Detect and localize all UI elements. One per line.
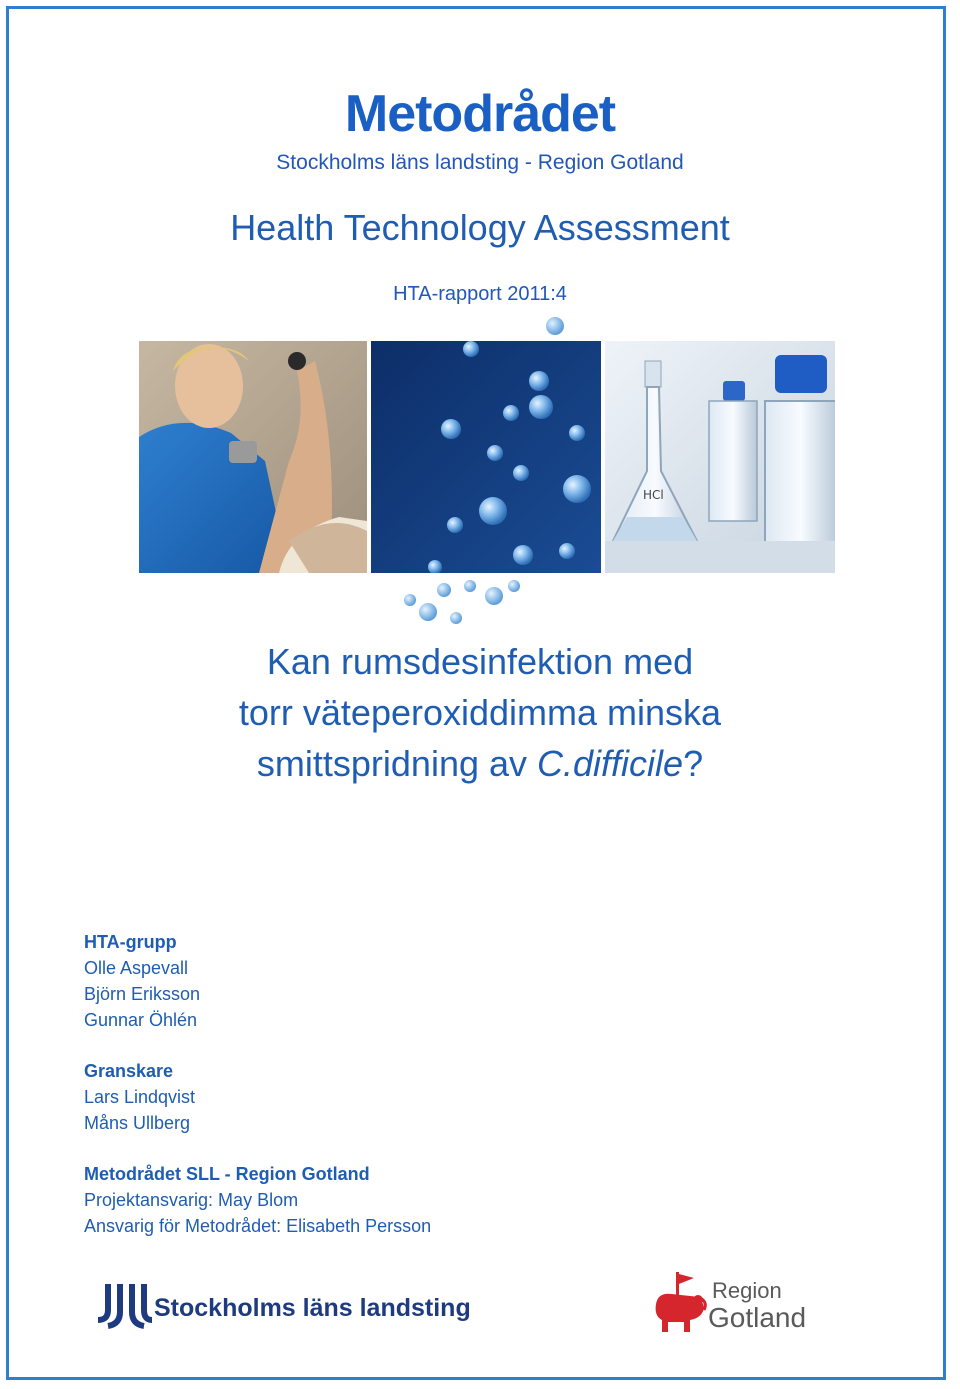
- hta-group-member: Björn Eriksson: [84, 984, 201, 1004]
- region-gotland-logo: [650, 1270, 825, 1340]
- report-number: HTA-rapport 2011:4: [393, 283, 567, 305]
- sll-wordmark: Stockholms läns landsting: [154, 1294, 471, 1322]
- bubble-icon: [400, 578, 530, 628]
- hta-group-heading: HTA-grupp: [84, 932, 177, 952]
- nurse-photo: [139, 341, 367, 573]
- region-wordmark-line2: Gotland: [708, 1302, 807, 1333]
- gotland-ram-icon: [650, 1270, 710, 1336]
- project-lead: Projektansvarig: May Blom: [84, 1190, 299, 1210]
- region-wordmark-line1: Region: [712, 1278, 782, 1303]
- lab-glassware-photo: [605, 341, 835, 573]
- organization-heading: Metodrådet SLL - Region Gotland: [84, 1164, 370, 1184]
- bubbles-photo: [371, 341, 601, 573]
- organization-subtitle: Stockholms läns landsting - Region Gotland: [276, 151, 684, 174]
- question-line: torr väteperoxiddimma minska: [238, 692, 722, 733]
- sll-logo: [96, 1280, 471, 1332]
- pathogen-name: C.difficile: [537, 743, 684, 784]
- flask-label: HCl: [643, 488, 664, 502]
- reviewers-heading: Granskare: [84, 1061, 174, 1081]
- document-type-title: Health Technology Assessment: [230, 207, 730, 248]
- bubble-icon: [541, 312, 569, 340]
- hta-group-member: Gunnar Öhlén: [84, 1010, 198, 1030]
- responsible-person: Ansvarig för Metodrådet: Elisabeth Persson: [84, 1216, 432, 1236]
- credits-block: [84, 929, 431, 1239]
- question-line-prefix: smittspridning av: [256, 743, 538, 784]
- cover-image-banner: [139, 341, 835, 573]
- question-mark: ?: [683, 743, 704, 784]
- hta-group-member: Olle Aspevall: [84, 958, 189, 978]
- sll-emblem-icon: [96, 1280, 152, 1330]
- question-line: Kan rumsdesinfektion med: [266, 641, 694, 682]
- reviewer-name: Måns Ullberg: [84, 1113, 191, 1133]
- brand-title: Metodrådet: [344, 85, 616, 143]
- reviewer-name: Lars Lindqvist: [84, 1087, 196, 1107]
- question-line: [0, 738, 960, 789]
- report-question: [0, 636, 960, 789]
